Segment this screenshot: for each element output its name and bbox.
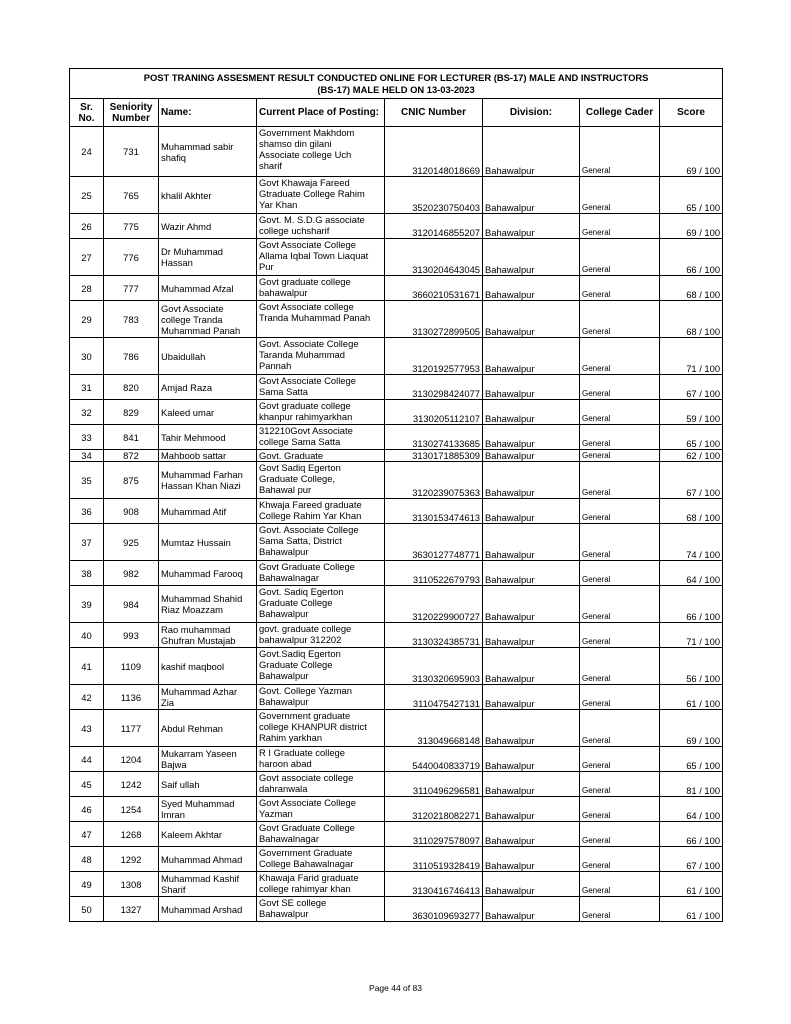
cell-name: Mukarram Yaseen Bajwa — [159, 747, 257, 772]
cell-division: Bahawalpur — [483, 847, 580, 872]
cell-posting: Government graduate college KHANPUR district Rahim yarkhan — [257, 710, 385, 747]
cell-sr: 31 — [70, 375, 104, 400]
cell-division: Bahawalpur — [483, 822, 580, 847]
cell-sr: 42 — [70, 685, 104, 710]
cell-posting: Govt. Associate College Taranda Muhammad Pannah — [257, 338, 385, 375]
cell-division: Bahawalpur — [483, 561, 580, 586]
cell-name: Wazir Ahmd — [159, 214, 257, 239]
cell-cadre: General — [580, 400, 660, 425]
cell-seniority: 1327 — [104, 897, 159, 922]
cell-posting: Govt associate college dahranwala — [257, 772, 385, 797]
cell-posting: Govt. M. S.D.G associate college uchsharif — [257, 214, 385, 239]
cell-division: Bahawalpur — [483, 797, 580, 822]
cell-division: Bahawalpur — [483, 276, 580, 301]
cell-sr: 25 — [70, 177, 104, 214]
cell-score: 69 / 100 — [660, 710, 723, 747]
table-row — [70, 239, 723, 276]
cell-posting: Govt Sadiq Egerton Graduate College, Bahawal pur — [257, 462, 385, 499]
cell-cnic: 3130274133685 — [385, 425, 483, 450]
cell-division: Bahawalpur — [483, 177, 580, 214]
cell-sr: 44 — [70, 747, 104, 772]
column-header-score: Score — [660, 99, 723, 127]
cell-score: 62 / 100 — [660, 450, 723, 462]
cell-score: 81 / 100 — [660, 772, 723, 797]
result-sheet — [69, 68, 722, 922]
cell-cnic: 3120239075363 — [385, 462, 483, 499]
cell-cadre: General — [580, 847, 660, 872]
cell-sr: 30 — [70, 338, 104, 375]
table-row — [70, 425, 723, 450]
cell-cnic: 3130171885309 — [385, 450, 483, 462]
cell-sr: 28 — [70, 276, 104, 301]
cell-score: 68 / 100 — [660, 301, 723, 338]
table-row — [70, 524, 723, 561]
cell-sr: 36 — [70, 499, 104, 524]
column-header-cadre: College Cader — [580, 99, 660, 127]
cell-cnic: 3110519328419 — [385, 847, 483, 872]
table-row — [70, 648, 723, 685]
cell-cnic: 3120229900727 — [385, 586, 483, 623]
cell-seniority: 765 — [104, 177, 159, 214]
cell-seniority: 993 — [104, 623, 159, 648]
cell-score: 61 / 100 — [660, 897, 723, 922]
cell-sr: 46 — [70, 797, 104, 822]
cell-cnic: 313049668148 — [385, 710, 483, 747]
cell-seniority: 1292 — [104, 847, 159, 872]
cell-cnic: 3130416746413 — [385, 872, 483, 897]
cell-cadre: General — [580, 586, 660, 623]
cell-sr: 49 — [70, 872, 104, 897]
cell-sr: 48 — [70, 847, 104, 872]
cell-cadre: General — [580, 338, 660, 375]
table-row — [70, 338, 723, 375]
cell-sr: 32 — [70, 400, 104, 425]
cell-cnic: 3110297578097 — [385, 822, 483, 847]
cell-seniority: 1254 — [104, 797, 159, 822]
cell-cadre: General — [580, 239, 660, 276]
column-header-name: Name: — [159, 99, 257, 127]
cell-sr: 24 — [70, 127, 104, 177]
cell-seniority: 776 — [104, 239, 159, 276]
cell-name: Muhammad Azhar Zia — [159, 685, 257, 710]
cell-name: Muhammad Afzal — [159, 276, 257, 301]
cell-name: Tahir Mehmood — [159, 425, 257, 450]
results-body — [70, 127, 723, 922]
cell-cnic: 3120146855207 — [385, 214, 483, 239]
cell-name: Mumtaz Hussain — [159, 524, 257, 561]
cell-name: Muhammad Atif — [159, 499, 257, 524]
cell-posting: 312210Govt Associate college Sama Satta — [257, 425, 385, 450]
cell-seniority: 875 — [104, 462, 159, 499]
cell-name: Abdul Rehman — [159, 710, 257, 747]
cell-seniority: 1268 — [104, 822, 159, 847]
cell-name: Muhammad Farhan Hassan Khan Niazi — [159, 462, 257, 499]
cell-seniority: 1204 — [104, 747, 159, 772]
cell-cnic: 3130204643045 — [385, 239, 483, 276]
cell-cnic: 3130298424077 — [385, 375, 483, 400]
cell-posting: Govt graduate college khanpur rahimyarkhan — [257, 400, 385, 425]
cell-cnic: 3520230750403 — [385, 177, 483, 214]
cell-name: Muhammad Shahid Riaz Moazzam — [159, 586, 257, 623]
cell-posting: Govt SE college Bahawalpur — [257, 897, 385, 922]
cell-name: Muhammad Kashif Sharif — [159, 872, 257, 897]
cell-seniority: 783 — [104, 301, 159, 338]
cell-sr: 34 — [70, 450, 104, 462]
cell-sr: 26 — [70, 214, 104, 239]
cell-cnic: 3660210531671 — [385, 276, 483, 301]
cell-cadre: General — [580, 177, 660, 214]
cell-cadre: General — [580, 561, 660, 586]
table-row — [70, 872, 723, 897]
cell-seniority: 841 — [104, 425, 159, 450]
table-row — [70, 710, 723, 747]
cell-name: khalil Akhter — [159, 177, 257, 214]
cell-score: 61 / 100 — [660, 685, 723, 710]
cell-name: Saif ullah — [159, 772, 257, 797]
cell-division: Bahawalpur — [483, 462, 580, 499]
cell-cadre: General — [580, 747, 660, 772]
cell-posting: Govt Associate College Sama Satta — [257, 375, 385, 400]
cell-score: 61 / 100 — [660, 872, 723, 897]
cell-posting: Govt. Graduate — [257, 450, 385, 462]
cell-sr: 33 — [70, 425, 104, 450]
cell-cadre: General — [580, 214, 660, 239]
cell-cadre: General — [580, 425, 660, 450]
table-row — [70, 623, 723, 648]
cell-seniority: 1109 — [104, 648, 159, 685]
table-row — [70, 462, 723, 499]
cell-score: 56 / 100 — [660, 648, 723, 685]
table-row — [70, 276, 723, 301]
cell-division: Bahawalpur — [483, 772, 580, 797]
table-row — [70, 822, 723, 847]
cell-cadre: General — [580, 450, 660, 462]
cell-division: Bahawalpur — [483, 450, 580, 462]
cell-score: 74 / 100 — [660, 524, 723, 561]
cell-score: 67 / 100 — [660, 375, 723, 400]
cell-cnic: 3120218082271 — [385, 797, 483, 822]
cell-cadre: General — [580, 462, 660, 499]
cell-score: 65 / 100 — [660, 425, 723, 450]
cell-cnic: 3120192577953 — [385, 338, 483, 375]
cell-name: Kaleed umar — [159, 400, 257, 425]
cell-seniority: 984 — [104, 586, 159, 623]
table-row — [70, 685, 723, 710]
column-header-posting: Current Place of Posting: — [257, 99, 385, 127]
table-row — [70, 375, 723, 400]
cell-posting: Government Graduate College Bahawalnagar — [257, 847, 385, 872]
cell-cnic: 3130205112107 — [385, 400, 483, 425]
cell-name: Muhammad sabir shafiq — [159, 127, 257, 177]
cell-posting: Govt. College Yazman Bahawalpur — [257, 685, 385, 710]
cell-cadre: General — [580, 524, 660, 561]
cell-cadre: General — [580, 710, 660, 747]
cell-cnic: 3120148018669 — [385, 127, 483, 177]
cell-posting: Govt graduate college bahawalpur — [257, 276, 385, 301]
cell-cadre: General — [580, 499, 660, 524]
cell-cadre: General — [580, 822, 660, 847]
cell-cadre: General — [580, 897, 660, 922]
table-row — [70, 772, 723, 797]
cell-score: 65 / 100 — [660, 747, 723, 772]
results-table — [69, 68, 723, 922]
cell-seniority: 777 — [104, 276, 159, 301]
cell-score: 71 / 100 — [660, 338, 723, 375]
cell-division: Bahawalpur — [483, 872, 580, 897]
cell-division: Bahawalpur — [483, 648, 580, 685]
table-row — [70, 450, 723, 462]
cell-division: Bahawalpur — [483, 747, 580, 772]
cell-posting: Govt Associate college Tranda Muhammad Panah — [257, 301, 385, 338]
cell-posting: Govt Graduate College Bahawalnagar — [257, 561, 385, 586]
table-row — [70, 301, 723, 338]
page-number: Page 44 of 83 — [369, 983, 422, 993]
cell-cadre: General — [580, 623, 660, 648]
cell-score: 68 / 100 — [660, 499, 723, 524]
cell-seniority: 1177 — [104, 710, 159, 747]
cell-posting: Government Makhdom shamso din gilani Associate college Uch sharif — [257, 127, 385, 177]
report-title-line2: (BS-17) MALE HELD ON 13-03-2023 — [317, 84, 475, 95]
cell-sr: 45 — [70, 772, 104, 797]
cell-division: Bahawalpur — [483, 214, 580, 239]
report-title-line1: POST TRANING ASSESMENT RESULT CONDUCTED ONLINE FOR LECTURER (BS-17) MALE AND INSTRUCTORS — [143, 72, 649, 83]
cell-posting: Govt Associate College Yazman — [257, 797, 385, 822]
cell-sr: 37 — [70, 524, 104, 561]
cell-posting: govt. graduate college bahawalpur 312202 — [257, 623, 385, 648]
cell-score: 64 / 100 — [660, 797, 723, 822]
table-row — [70, 177, 723, 214]
cell-seniority: 1308 — [104, 872, 159, 897]
cell-cnic: 3130272899505 — [385, 301, 483, 338]
cell-division: Bahawalpur — [483, 338, 580, 375]
cell-cadre: General — [580, 772, 660, 797]
cell-score: 68 / 100 — [660, 276, 723, 301]
cell-cnic: 3130324385731 — [385, 623, 483, 648]
cell-name: Rao muhammad Ghufran Mustajab — [159, 623, 257, 648]
cell-sr: 40 — [70, 623, 104, 648]
cell-cadre: General — [580, 276, 660, 301]
cell-cnic: 3110475427131 — [385, 685, 483, 710]
cell-division: Bahawalpur — [483, 623, 580, 648]
cell-score: 66 / 100 — [660, 586, 723, 623]
cell-division: Bahawalpur — [483, 897, 580, 922]
cell-cnic: 3110496296581 — [385, 772, 483, 797]
table-row — [70, 897, 723, 922]
cell-cnic: 3130320695903 — [385, 648, 483, 685]
cell-name: Govt Associate college Tranda Muhammad Panah — [159, 301, 257, 338]
cell-posting: Govt. Associate College Sama Satta, District Bahawalpur — [257, 524, 385, 561]
cell-seniority: 1242 — [104, 772, 159, 797]
cell-name: Ubaidullah — [159, 338, 257, 375]
cell-division: Bahawalpur — [483, 425, 580, 450]
table-row — [70, 747, 723, 772]
cell-posting: Khawaja Farid graduate college rahimyar khan — [257, 872, 385, 897]
cell-score: 66 / 100 — [660, 239, 723, 276]
cell-name: kashif maqbool — [159, 648, 257, 685]
cell-name: Dr Muhammad Hassan — [159, 239, 257, 276]
cell-name: Mahboob sattar — [159, 450, 257, 462]
cell-sr: 50 — [70, 897, 104, 922]
cell-cadre: General — [580, 872, 660, 897]
cell-sr: 29 — [70, 301, 104, 338]
cell-cadre: General — [580, 301, 660, 338]
column-header-division: Division: — [483, 99, 580, 127]
cell-seniority: 1136 — [104, 685, 159, 710]
cell-sr: 47 — [70, 822, 104, 847]
cell-sr: 39 — [70, 586, 104, 623]
cell-division: Bahawalpur — [483, 301, 580, 338]
cell-cnic: 3130153474613 — [385, 499, 483, 524]
cell-sr: 35 — [70, 462, 104, 499]
table-row — [70, 127, 723, 177]
cell-name: Muhammad Arshad — [159, 897, 257, 922]
cell-name: Muhammad Farooq — [159, 561, 257, 586]
cell-score: 69 / 100 — [660, 127, 723, 177]
cell-score: 71 / 100 — [660, 623, 723, 648]
cell-name: Amjad Raza — [159, 375, 257, 400]
column-header-cnic: CNIC Number — [385, 99, 483, 127]
cell-seniority: 872 — [104, 450, 159, 462]
cell-cnic: 3630127748771 — [385, 524, 483, 561]
table-row — [70, 400, 723, 425]
column-header-seniority: Seniority Number — [104, 99, 159, 127]
cell-score: 65 / 100 — [660, 177, 723, 214]
cell-score: 69 / 100 — [660, 214, 723, 239]
table-row — [70, 586, 723, 623]
cell-cadre: General — [580, 797, 660, 822]
cell-seniority: 908 — [104, 499, 159, 524]
cell-score: 67 / 100 — [660, 847, 723, 872]
table-row — [70, 847, 723, 872]
cell-cadre: General — [580, 127, 660, 177]
cell-posting: Khwaja Fareed graduate College Rahim Yar Khan — [257, 499, 385, 524]
cell-score: 66 / 100 — [660, 822, 723, 847]
cell-seniority: 829 — [104, 400, 159, 425]
cell-cadre: General — [580, 648, 660, 685]
table-row — [70, 499, 723, 524]
table-row — [70, 214, 723, 239]
cell-sr: 41 — [70, 648, 104, 685]
cell-seniority: 786 — [104, 338, 159, 375]
cell-posting: R I Graduate college haroon abad — [257, 747, 385, 772]
table-row — [70, 797, 723, 822]
cell-division: Bahawalpur — [483, 127, 580, 177]
cell-division: Bahawalpur — [483, 239, 580, 276]
cell-cnic: 3110522679793 — [385, 561, 483, 586]
cell-cnic: 5440040833719 — [385, 747, 483, 772]
cell-sr: 27 — [70, 239, 104, 276]
cell-division: Bahawalpur — [483, 499, 580, 524]
cell-seniority: 820 — [104, 375, 159, 400]
cell-name: Kaleem Akhtar — [159, 822, 257, 847]
cell-division: Bahawalpur — [483, 524, 580, 561]
cell-sr: 38 — [70, 561, 104, 586]
cell-seniority: 731 — [104, 127, 159, 177]
cell-seniority: 775 — [104, 214, 159, 239]
report-title — [70, 69, 723, 99]
cell-score: 67 / 100 — [660, 462, 723, 499]
cell-name: Muhammad Ahmad — [159, 847, 257, 872]
column-header-sr: Sr. No. — [70, 99, 104, 127]
cell-sr: 43 — [70, 710, 104, 747]
cell-seniority: 982 — [104, 561, 159, 586]
cell-posting: Govt.Sadiq Egerton Graduate College Bahawalpur — [257, 648, 385, 685]
cell-division: Bahawalpur — [483, 586, 580, 623]
cell-division: Bahawalpur — [483, 400, 580, 425]
table-row — [70, 561, 723, 586]
cell-division: Bahawalpur — [483, 375, 580, 400]
cell-score: 64 / 100 — [660, 561, 723, 586]
cell-posting: Govt Graduate College Bahawalnagar — [257, 822, 385, 847]
cell-posting: Govt Associate College Allama Iqbal Town Liaquat Pur — [257, 239, 385, 276]
cell-score: 59 / 100 — [660, 400, 723, 425]
cell-cadre: General — [580, 685, 660, 710]
cell-division: Bahawalpur — [483, 710, 580, 747]
cell-posting: Govt Khawaja Fareed Gtraduate College Rahim Yar Khan — [257, 177, 385, 214]
cell-posting: Govt. Sadiq Egerton Graduate College Bahawalpur — [257, 586, 385, 623]
cell-cadre: General — [580, 375, 660, 400]
cell-seniority: 925 — [104, 524, 159, 561]
cell-name: Syed Muhammad Imran — [159, 797, 257, 822]
cell-division: Bahawalpur — [483, 685, 580, 710]
cell-cnic: 3630109693277 — [385, 897, 483, 922]
